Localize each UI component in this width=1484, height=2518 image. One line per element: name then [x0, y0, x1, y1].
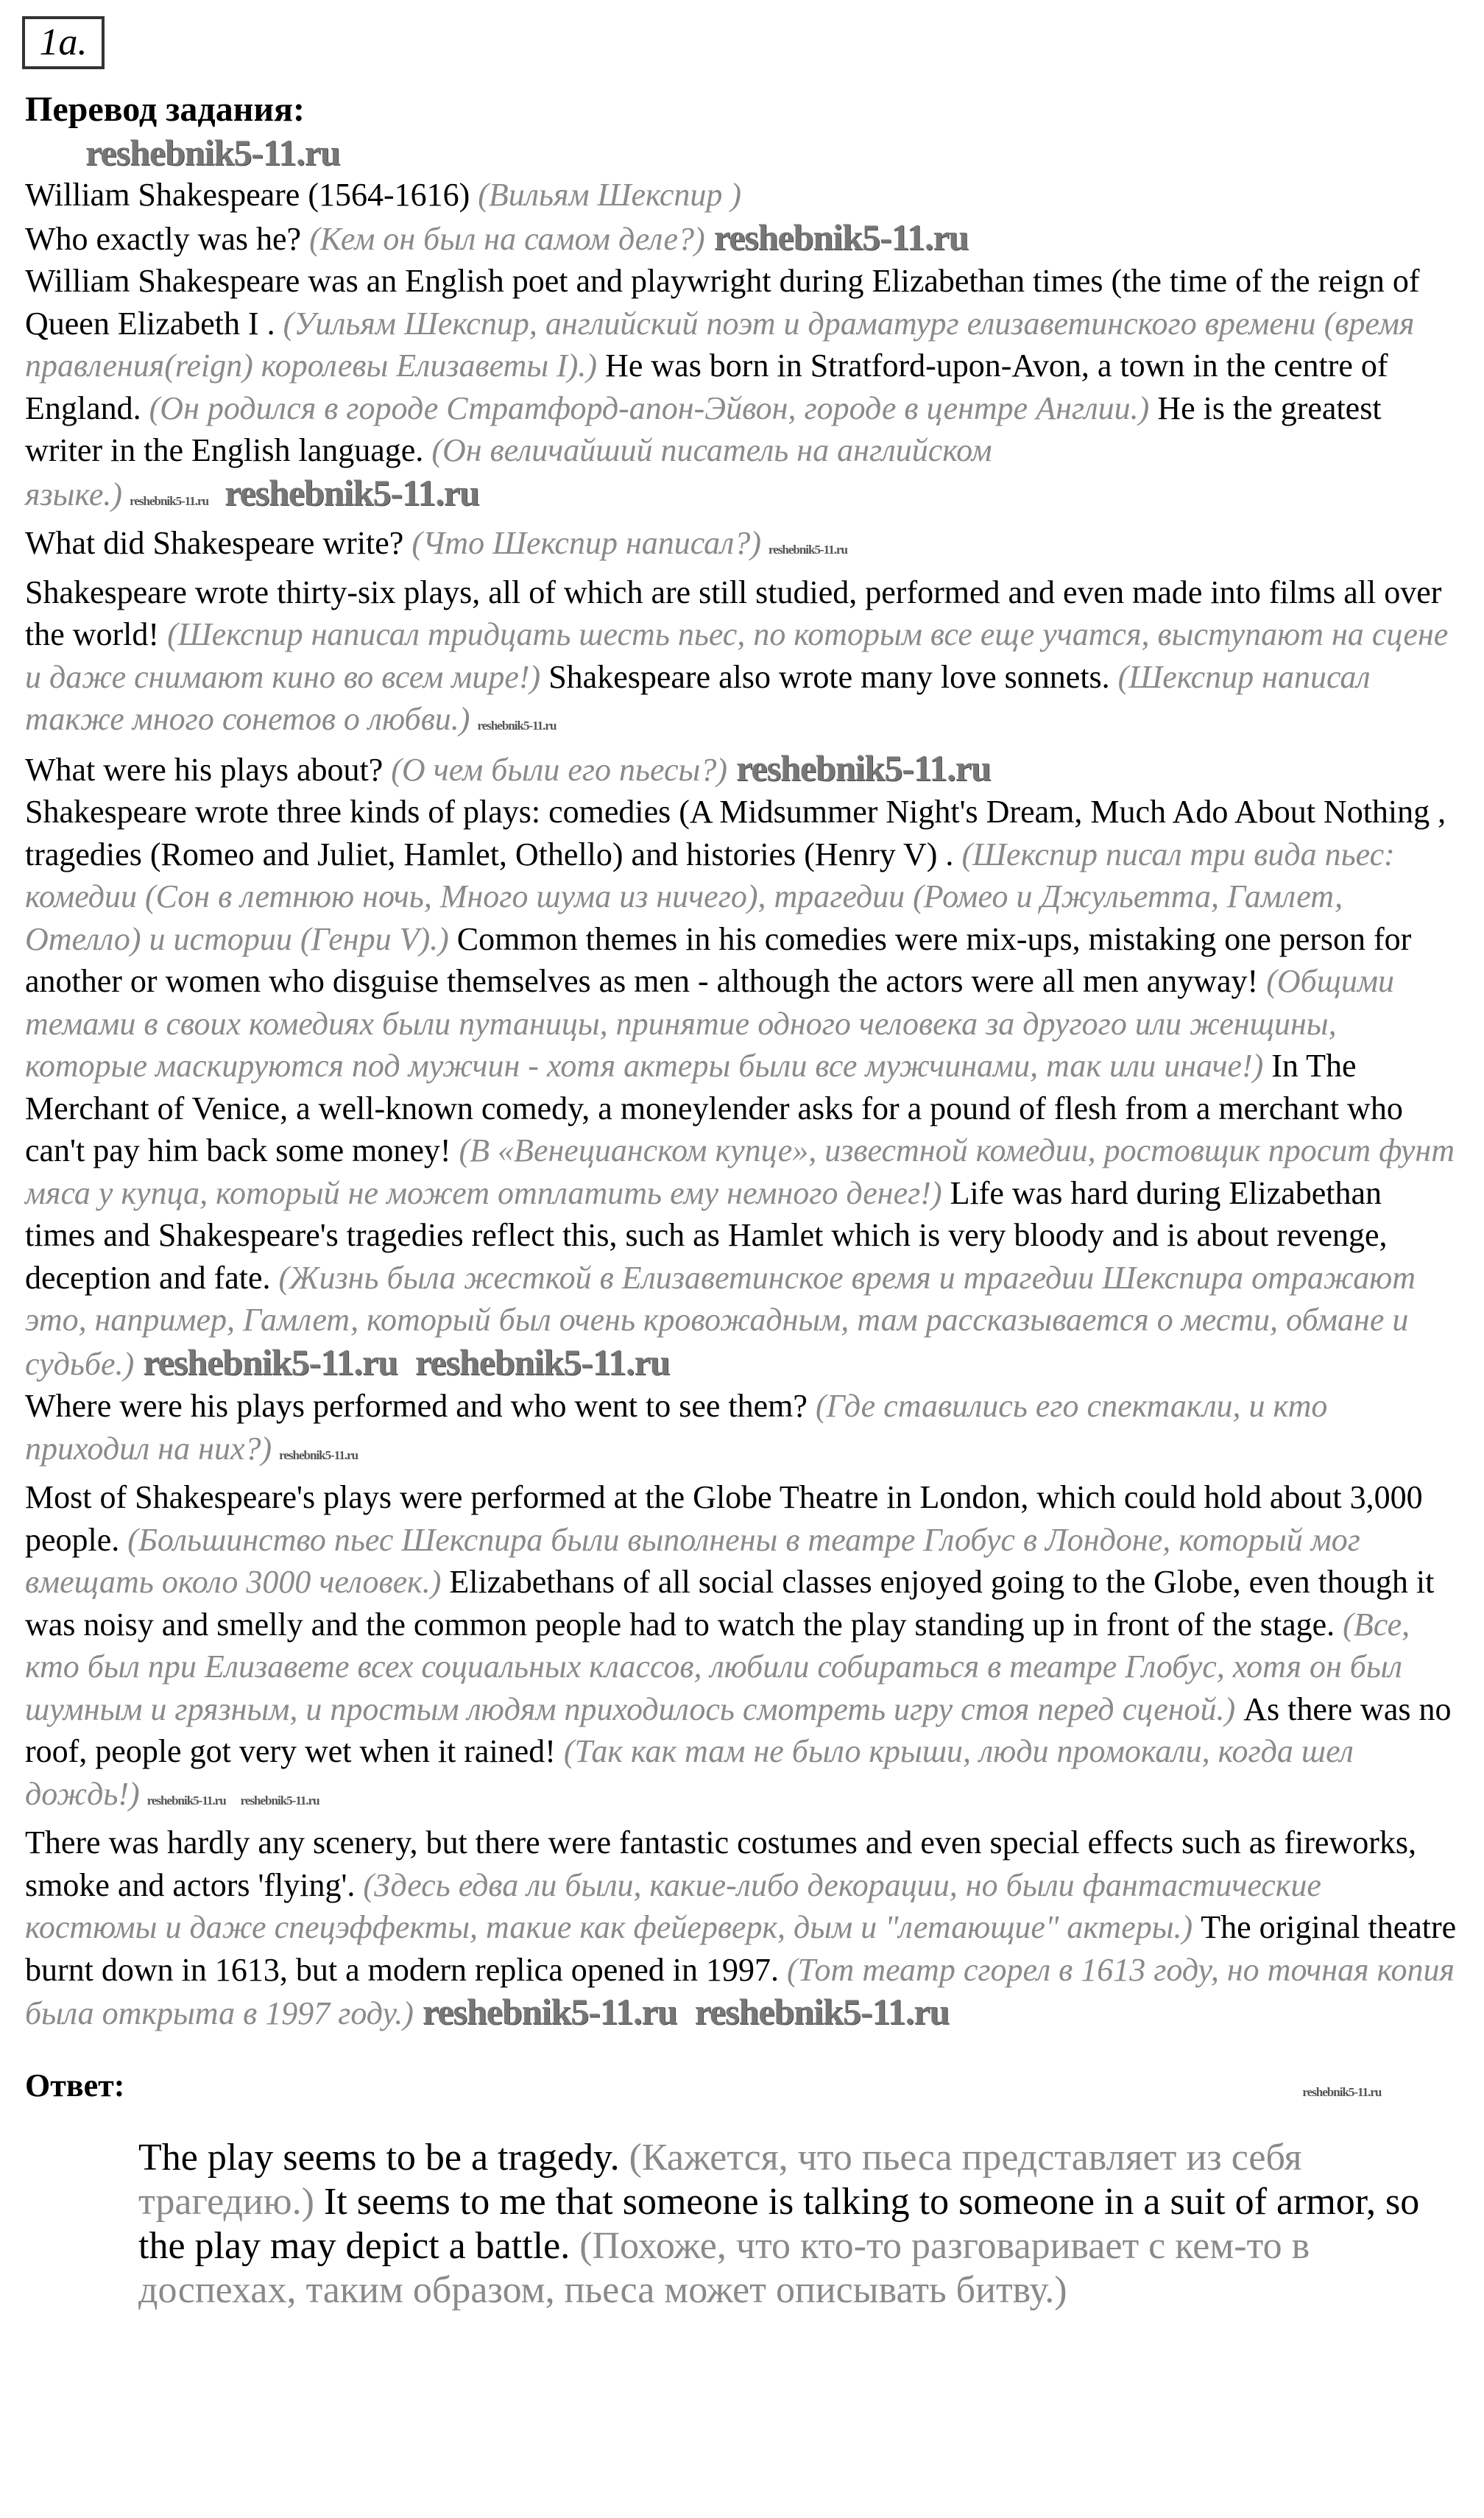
russian-translation: (Уильям Шекспир, английский поэт и драматург елизаветинского времени (время правления(reign) королевы Елизаветы I).) — [25, 305, 1415, 384]
watermark: reshebnik5-11.ru — [713, 216, 969, 258]
russian-translation: (Тот театр сгорел в 1613 году, но точная копия была открыта в 1997 году.) — [25, 1951, 1455, 2031]
watermark: reshebnik5-11.ru — [240, 1793, 319, 1808]
english-text: The original theatre burnt down in 1613, but a modern replica opened in 1997. — [25, 1909, 1457, 1988]
english-text: What were his plays about? — [25, 751, 392, 788]
russian-translation: (Все, кто был при Елизавете всех социальных классов, любили собираться в театре Глобус, хотя он был шумным и грязным, и простым людям приходилось смотреть игру стоя перед сценой.) — [25, 1606, 1410, 1727]
answer-label — [25, 2064, 1459, 2114]
english-text: In The Merchant of Venice, a well-known comedy, a moneylender asks for a pound of flesh from a merchant who can't pay him back some money! — [25, 1048, 1403, 1168]
english-text: William Shakespeare was an English poet and playwright during Elizabethan times (the time of the reign of Queen Elizabeth I . — [25, 263, 1420, 342]
answer-russian-translation: (Похоже, что кто-то разговаривает с кем-то в доспехах, таким образом, пьеса может описывать битву.) — [138, 2224, 1310, 2311]
watermark: reshebnik5-11.ru — [225, 471, 479, 513]
answer-russian-translation: (Кажется, что пьеса представляет из себя трагедию.) — [138, 2136, 1302, 2223]
english-text: There was hardly any scenery, but there were fantastic costumes and even special effects such as fireworks, smoke and actors 'flying'. — [25, 1824, 1417, 1903]
english-text: Life was hard during Elizabethan times and Shakespeare's tragedies reflect this, such as Hamlet which is very bloody and is about revenge, deception and fate. — [25, 1174, 1388, 1296]
english-text: Where were his plays performed and who went to see them? — [25, 1388, 816, 1424]
paragraph — [25, 260, 1459, 522]
watermark: reshebnik5-11.ru — [694, 1991, 950, 2032]
english-text: Shakespeare wrote thirty-six plays, all of which are still studied, performed and even made into films all over the world! — [25, 574, 1442, 652]
watermark-line — [25, 131, 1459, 174]
answer-label-text: Ответ: — [25, 2067, 125, 2103]
russian-translation: (О чем были его пьесы?) — [391, 751, 727, 788]
russian-translation: (Шекспир написал также много сонетов о любви.) — [25, 658, 1371, 737]
russian-translation: (Он величайший писатель на английском языке.) — [25, 432, 992, 512]
english-text: As there was no roof, people got very wet when it rained! — [25, 1690, 1452, 1769]
paragraph — [25, 1476, 1459, 1822]
answer-text — [138, 2136, 1463, 2313]
russian-translation: (Что Шекспир написал?) — [411, 525, 761, 561]
russian-translation: (Он родился в городе Стратфорд-апон-Эйвон, городе в центре Англии.) — [149, 389, 1158, 426]
watermark: reshebnik5-11.ru — [422, 1991, 677, 2032]
watermark: reshebnik5-11.ru — [414, 1341, 670, 1383]
watermark: reshebnik5-11.ru — [130, 493, 209, 508]
english-text: He is the greatest writer in the English language. — [25, 389, 1382, 468]
russian-translation: (Шекспир написал тридцать шесть пьес, по которым все еще учатся, выступают на сцене и даже снимают кино во всем мире!) — [25, 616, 1449, 695]
english-text: Common themes in his comedies were mix-ups, mistaking one person for another or women who disguise themselves as men - although the actors were all men anyway! — [25, 920, 1412, 999]
watermark: reshebnik5-11.ru — [1302, 2084, 1382, 2099]
paragraph — [25, 174, 1459, 216]
english-text: He was born in Stratford-upon-Avon, a town in the centre of England. — [25, 348, 1388, 426]
english-text: William Shakespeare (1564-1616) — [25, 177, 478, 213]
section-heading: Перевод задания: — [25, 90, 305, 129]
russian-translation: (Шекспир писал три вида пьес: комедии (Сон в летнюю ночь, Много шума из ничего), трагедии (Ромео и Джульетта, Гамлет, Отелло) и истории (Генри V).) — [25, 836, 1395, 957]
watermark: reshebnik5-11.ru — [477, 719, 556, 733]
english-text: Shakespeare also wrote many love sonnets. — [548, 658, 1118, 695]
watermark: reshebnik5-11.ru — [143, 1341, 398, 1383]
watermark: reshebnik5-11.ru — [735, 747, 991, 789]
russian-translation: (В «Венецианском купце», известной комедии, ростовщик просит фунт мяса у купца, который не может отплатить ему немного денег!) — [25, 1132, 1455, 1211]
russian-translation: (Общими темами в своих комедиях были путаницы, принятие одного человека за другого или женщины, которые маскируются под мужчин - хотя актеры были все мужчинами, так или иначе!) — [25, 963, 1395, 1084]
paragraph — [25, 1822, 1459, 2035]
russian-translation: (Так как там не было крыши, люди промокали, когда шел дождь!) — [25, 1733, 1354, 1812]
paragraph — [25, 747, 1459, 791]
russian-translation: (Кем он был на самом деле?) — [309, 220, 705, 257]
russian-translation: (Вильям Шекспир ) — [478, 177, 742, 213]
russian-translation: (Здесь едва ли были, какие-либо декорации, но были фантастические костюмы и даже спецэффекты, такие как фейерверк, дым и "летающие" актеры.) — [25, 1866, 1321, 1945]
english-text: Most of Shakespeare's plays were performed at the Globe Theatre in London, which could hold about 3,000 people. — [25, 1479, 1423, 1558]
watermark: reshebnik5-11.ru — [146, 1793, 226, 1808]
paragraph — [25, 1385, 1459, 1476]
task-number: 1a. — [22, 16, 105, 69]
watermark: reshebnik5-11.ru — [768, 543, 847, 557]
russian-translation: (Большинство пьес Шекспира были выполнены в театре Глобус в Лондоне, который мог вмещать около 3000 человек.) — [25, 1521, 1360, 1600]
english-text: Who exactly was he? — [25, 220, 310, 257]
paragraph — [25, 522, 1459, 571]
paragraph — [25, 791, 1459, 1385]
paragraph — [25, 216, 1459, 261]
english-text: What did Shakespeare write? — [25, 525, 412, 561]
answer-english-text: The play seems to be a tragedy. — [138, 2136, 629, 2179]
russian-translation: (Где ставились его спектакли, и кто приходил на них?) — [25, 1388, 1328, 1467]
russian-translation: (Жизнь была жесткой в Елизаветинское время и трагедии Шекспира отражают это, например, Гамлет, который был очень кровожадным, там рассказывается о мести, обмане и судьбе.) — [25, 1259, 1416, 1382]
paragraph — [25, 571, 1459, 747]
english-text: Elizabethans of all social classes enjoyed going to the Globe, even though it was noisy and smelly and the common people had to watch the play standing up in front of the stage. — [25, 1564, 1435, 1643]
answer-english-text: It seems to me that someone is talking to someone in a suit of armor, so the play may depict a battle. — [138, 2180, 1420, 2267]
watermark: reshebnik5-11.ru — [85, 132, 340, 173]
watermark: reshebnik5-11.ru — [279, 1447, 358, 1462]
translation-body — [25, 174, 1459, 2035]
english-text: Shakespeare wrote three kinds of plays: comedies (A Midsummer Night's Dream, Much Ado About Nothing , tragedies (Romeo and Juliet, Hamlet, Othello) and histories (Henry V) . — [25, 794, 1446, 872]
